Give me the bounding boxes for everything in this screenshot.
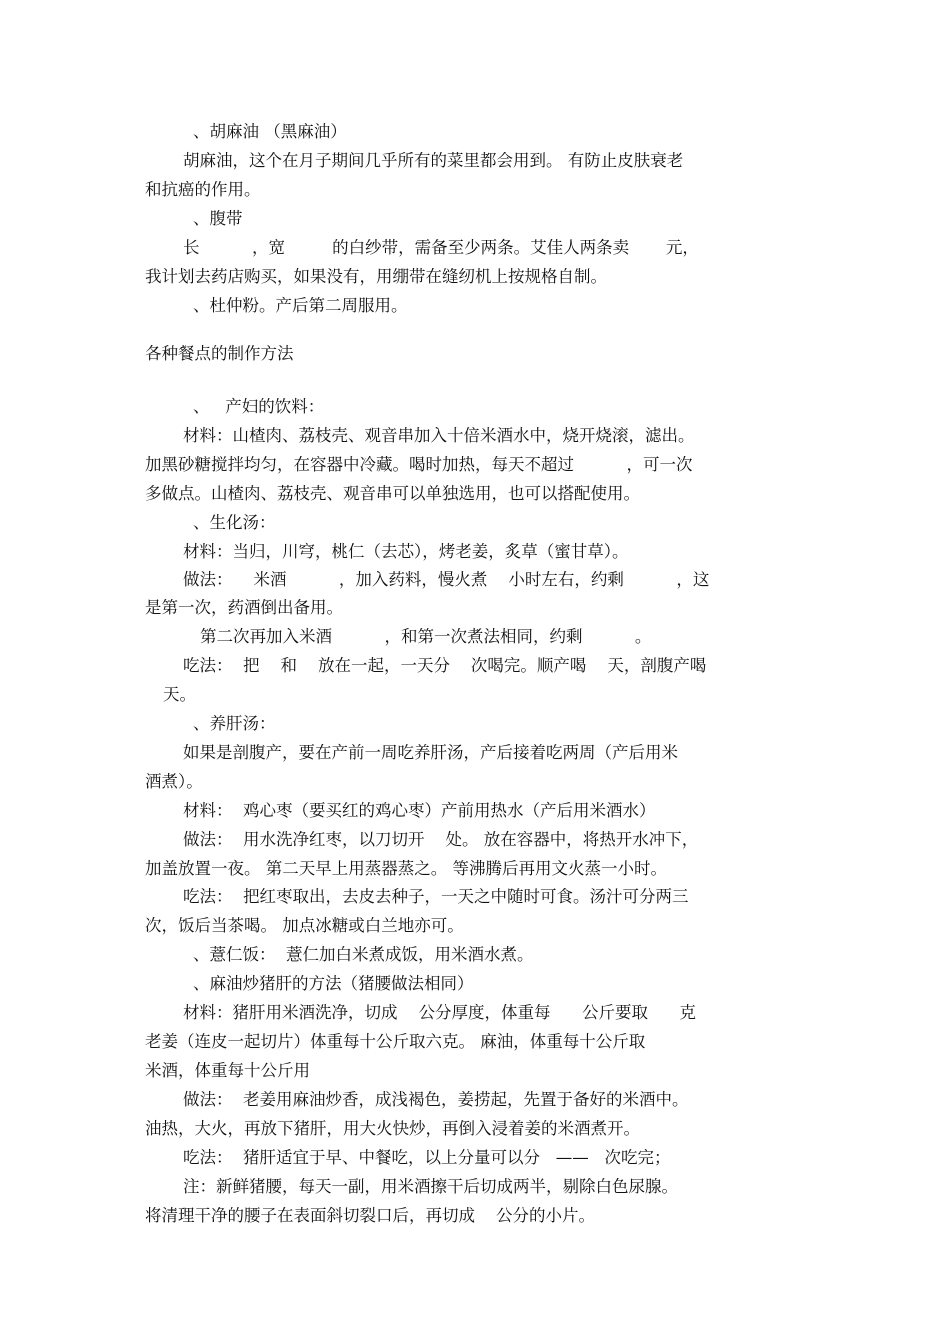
paragraph-line: 材料： 鸡心枣（要买红的鸡心枣）产前用热水（产后用米酒水） xyxy=(183,801,656,820)
paragraph-line: 如果是剖腹产，要在产前一周吃养肝汤，产后接着吃两周（产后用米 xyxy=(183,743,678,762)
recipe-barley-rice-title: 、薏仁饭： 薏仁加白米煮成饭，用米酒水煮。 xyxy=(193,945,534,964)
paragraph-line: 多做点。山楂肉、荔枝壳、观音串可以单独选用，也可以搭配使用。 xyxy=(145,484,640,503)
paragraph-line: 天。 xyxy=(163,685,196,704)
item-sesame-oil-title: 、胡麻油 （黑麻油） xyxy=(193,122,347,141)
section-heading-recipes: 各种餐点的制作方法 xyxy=(145,344,294,363)
paragraph-line: 长 ，宽 的白纱带，需备至少两条。艾佳人两条卖 元， xyxy=(183,238,699,257)
paragraph-line: 米酒，体重每十公斤用 xyxy=(145,1061,310,1080)
recipe-pork-liver-title: 、麻油炒猪肝的方法（猪腰做法相同） xyxy=(193,974,474,993)
paragraph-line: 吃法： 猪肝适宜于早、中餐吃，以上分量可以分 —— 次吃完； xyxy=(183,1148,671,1167)
paragraph-line: 注：新鲜猪腰，每天一副，用米酒擦干后切成两半，剔除白色尿腺。 xyxy=(183,1177,678,1196)
paragraph-line: 吃法： 把 和 放在一起，一天分 次喝完。顺产喝 天，剖腹产喝 xyxy=(183,656,707,675)
paragraph-line: 加黑砂糖搅拌均匀，在容器中冷藏。喝时加热，每天不超过 ，可一次 xyxy=(145,455,693,474)
paragraph-line: 材料：当归，川穹，桃仁（去芯），烤老姜，炙草（蜜甘草）。 xyxy=(183,542,629,561)
paragraph-line: 材料：猪肝用米酒洗净，切成 公分厚度，体重每 公斤要取 克 xyxy=(183,1003,696,1022)
paragraph-line: 次，饭后当茶喝。 加点冰糖或白兰地亦可。 xyxy=(145,916,464,935)
paragraph-line: 酒煮）。 xyxy=(145,772,203,791)
paragraph-line: 和抗癌的作用。 xyxy=(145,180,261,199)
paragraph-line: 胡麻油，这个在月子期间几乎所有的菜里都会用到。 有防止皮肤衰老 xyxy=(183,151,684,170)
paragraph-line: 是第一次，药酒倒出备用。 xyxy=(145,598,343,617)
paragraph-line: 油热，大火，再放下猪肝，用大火快炒，再倒入浸着姜的米酒煮开。 xyxy=(145,1119,640,1138)
paragraph-line: 吃法： 把红枣取出，去皮去种子，一天之中随时可食。汤汁可分两三 xyxy=(183,887,689,906)
recipe-drink-title: 、 产妇的饮料： xyxy=(193,397,325,416)
paragraph-line: 第二次再加入米酒 ，和第一次煮法相同，约剩 。 xyxy=(200,627,652,646)
paragraph-line: 加盖放置一夜。 第二天早上用蒸器蒸之。 等沸腾后再用文火蒸一小时。 xyxy=(145,859,667,878)
item-belly-band-title: 、腹带 xyxy=(193,209,243,228)
paragraph-line: 将清理干净的腰子在表面斜切裂口后，再切成 公分的小片。 xyxy=(145,1206,595,1225)
paragraph-line: 做法： 用水洗净红枣，以刀切开 处。 放在容器中，将热开水冲下， xyxy=(183,830,699,849)
paragraph-line: 我计划去药店购买，如果没有，用绷带在缝纫机上按规格自制。 xyxy=(145,267,607,286)
paragraph-line: 材料：山楂肉、荔枝壳、观音串加入十倍米酒水中，烧开烧滚，滤出。 xyxy=(183,426,695,445)
recipe-liver-soup-title: 、养肝汤： xyxy=(193,714,276,733)
paragraph-line: 做法： 老姜用麻油炒香，成浅褐色，姜捞起，先置于备好的米酒中。 xyxy=(183,1090,689,1109)
paragraph-line: 做法： 米酒 ，加入药料，慢火煮 小时左右，约剩 ，这 xyxy=(183,570,710,589)
item-eucommia-title: 、杜仲粉。产后第二周服用。 xyxy=(193,296,408,315)
recipe-shenghua-title: 、生化汤： xyxy=(193,513,276,532)
paragraph-line: 老姜（连皮一起切片）体重每十公斤取六克。 麻油，体重每十公斤取 xyxy=(145,1032,646,1051)
